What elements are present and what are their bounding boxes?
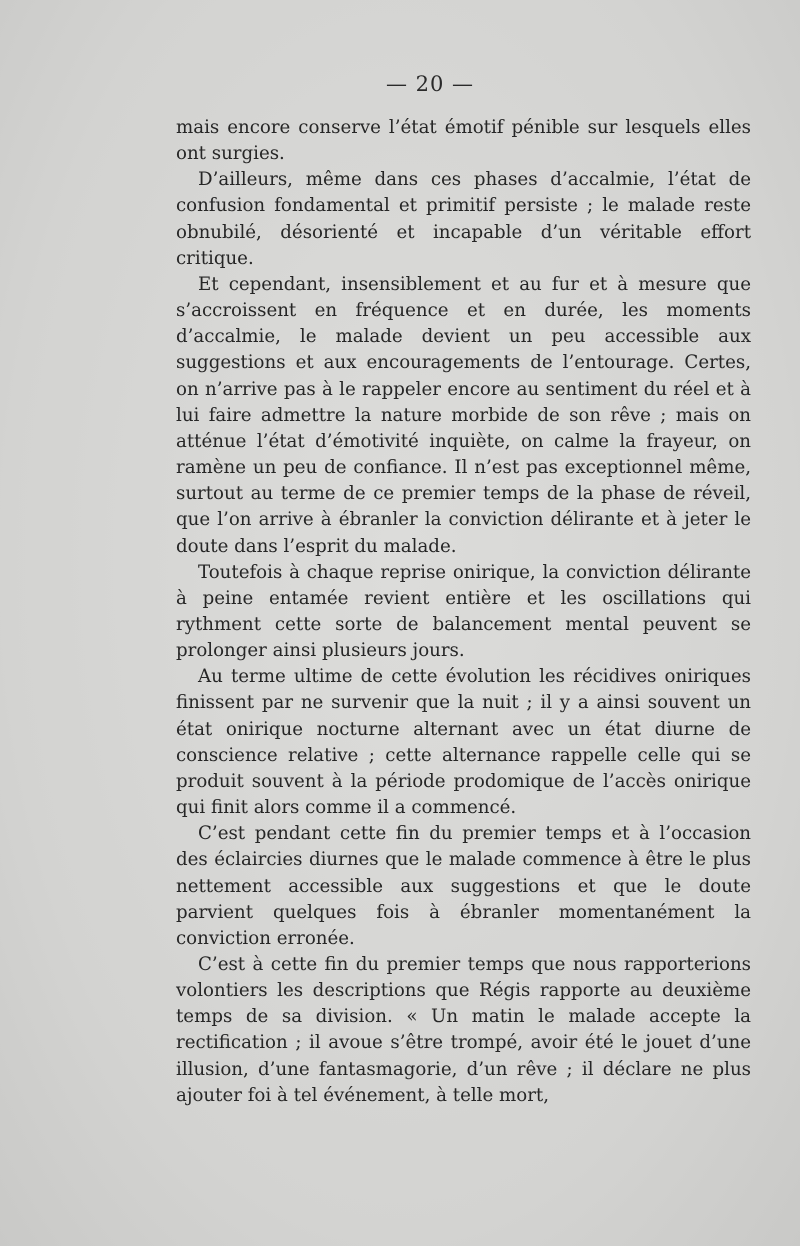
paragraph: mais encore conserve l’état émotif pénible sur lesquels elles ont surgies. — [176, 117, 751, 165]
body-text — [176, 115, 751, 1109]
paragraph: D’ailleurs, même dans ces phases d’accalmie, l’état de confusion fondamental et primitif persiste ; le malade reste obnubilé, désorienté et incapable d’un véritable effort critique. — [176, 169, 751, 269]
paragraph: Au terme ultime de cette évolution les récidives oniriques finissent par ne survenir que la nuit ; il y a ainsi souvent un état onirique nocturne alternant avec un état diurne de conscience relative ; cette alternance rappelle celle qui se produit souvent à la période prodomique de l’accès onirique qui finit alors comme il a commencé. — [176, 666, 751, 819]
paragraph: C’est à cette fin du premier temps que nous rapporterions volontiers les descriptions que Régis rapporte au deuxième temps de sa division. « Un matin le malade accepte la rectification ; il avoue s’être trompé, avoir été le jouet d’une illusion, d’une fantasmagorie, d’un rêve ; il déclare ne plus ajouter foi à tel événement, à telle mort, — [176, 954, 751, 1106]
paragraph: Et cependant, insensiblement et au fur et à mesure que s’accroissent en fréquence et en durée, les moments d’accalmie, le malade devient un peu accessible aux suggestions et aux encouragements de l’entourage. Certes, on n’arrive pas à le rappeler encore au sentiment du réel et à lui faire admettre la nature morbide de son rêve ; mais on atténue l’état d’émotivité inquiète, on calme la frayeur, on ramène un peu de confiance. Il n’est pas exceptionnel même, surtout au terme de ce premier temps de la phase de réveil, que l’on arrive à ébranler la conviction délirante et à jeter le doute dans l’esprit du malade. — [176, 273, 751, 557]
page-number: — 20 — — [385, 72, 475, 96]
paragraph: C’est pendant cette fin du premier temps et à l’occasion des éclaircies diurnes que le malade commence à être le plus nettement accessible aux suggestions et que le doute parvient quelques fois à ébranler momentanément la conviction erronée. — [176, 823, 751, 949]
paragraph: Toutefois à chaque reprise onirique, la conviction délirante à peine entamée revient entière et les oscillations qui rythment cette sorte de balancement mental peuvent se prolonger ainsi plusieurs jours. — [176, 561, 751, 662]
